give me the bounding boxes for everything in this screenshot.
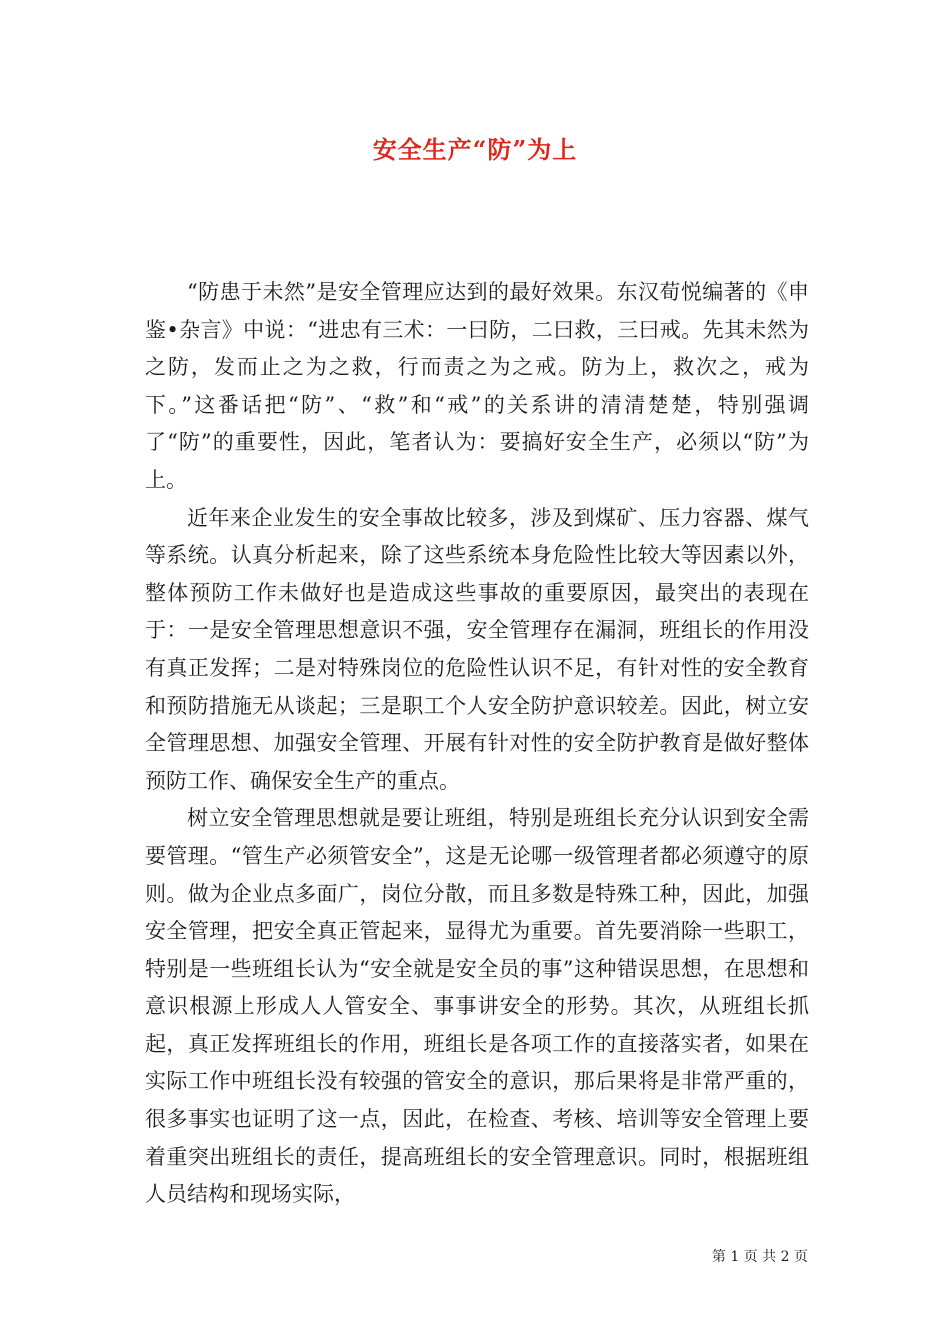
paragraph-2: 近年来企业发生的安全事故比较多，涉及到煤矿、压力容器、煤气等系统。认真分析起来，除了这些系统本身危险性比较大等因素以外，整体预防工作未做好也是造成这些事故的重要原因，最突出的表现在于：一是安全管理思想意识不强，安全管理存在漏洞，班组长的作用没有真正发挥；二是对特殊岗位的危险性认识不足，有针对性的安全教育和预防措施无从谈起；三是职工个人安全防护意识较差。因此，树立安全管理思想、加强安全管理、开展有针对性的安全防护教育是做好整体预防工作、确保安全生产的重点。: [145, 505, 809, 793]
document-title: 安全生产“防”为上: [372, 135, 578, 164]
paragraph-1: “防患于未然”是安全管理应达到的最好效果。东汉荀悦编著的《申鉴•杂言》中说：“进忠有三术：一曰防，二曰救，三曰戒。先其未然为之防，发而止之为之救，行而责之为之戒。防为上，救次之，戒为下。”这番话把“防”、“救”和“戒”的关系讲的清清楚楚，特别强调了“防”的重要性，因此，笔者认为：要搞好安全生产，必须以“防”为上。: [145, 280, 809, 492]
paragraph-3: 树立安全管理思想就是要让班组，特别是班组长充分认识到安全需要管理。“管生产必须管安全”，这是无论哪一级管理者都必须遵守的原则。做为企业点多面广，岗位分散，而且多数是特殊工种，因此，加强安全管理，把安全真正管起来，显得尤为重要。首先要消除一些职工，特别是一些班组长认为“安全就是安全员的事”这种错误思想，在思想和意识根源上形成人人管安全、事事讲安全的形势。其次，从班组长抓起，真正发挥班组长的作用，班组长是各项工作的直接落实者，如果在实际工作中班组长没有较强的管安全的意识，那后果将是非常严重的，很多事实也证明了这一点，因此，在检查、考核、培训等安全管理上要着重突出班组长的责任，提高班组长的安全管理意识。同时，根据班组人员结构和现场实际，: [145, 806, 809, 1207]
page-number: 第 1 页 共 2 页: [711, 1249, 808, 1265]
document-body: [145, 274, 809, 1214]
